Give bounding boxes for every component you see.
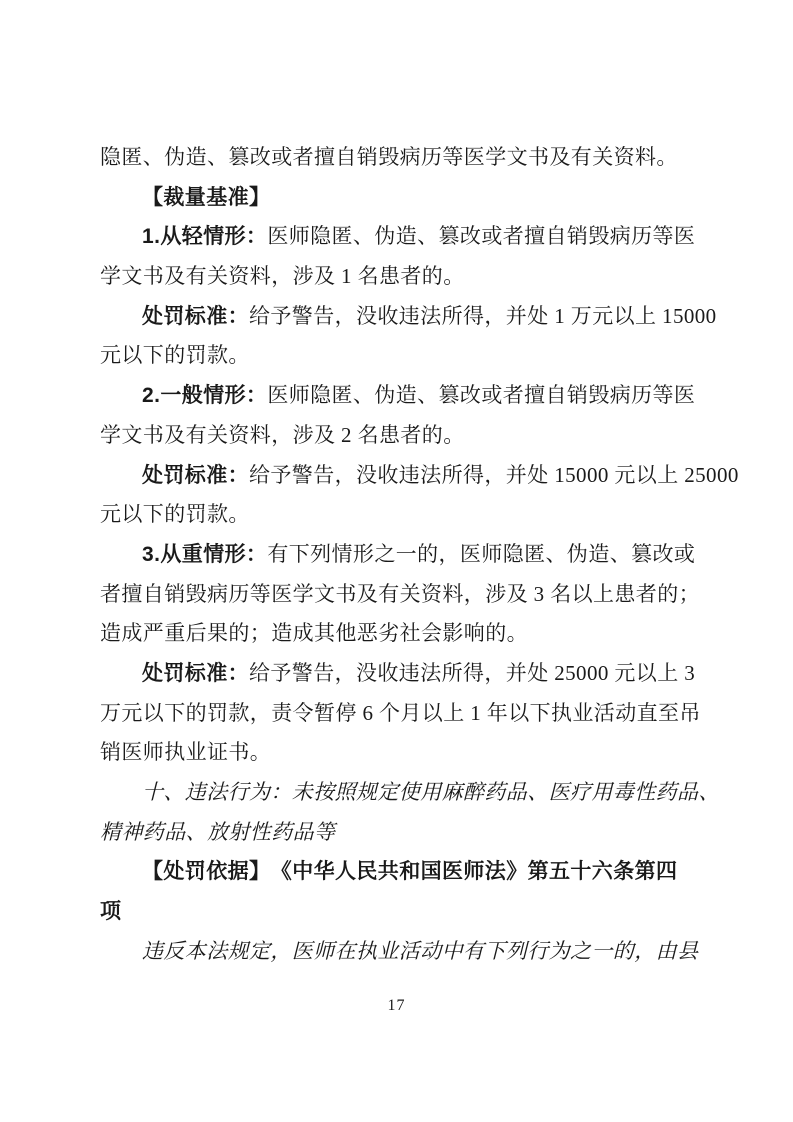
- text-segment: 精神药品、放射性药品等: [100, 819, 336, 844]
- page-number: 17: [387, 997, 406, 1014]
- body-line-carryover: [100, 138, 712, 178]
- heading-text: 【裁量基准】: [142, 185, 271, 209]
- text-segment: 销医师执业证书。: [100, 740, 272, 765]
- text-segment: 十、违法行为：未按照规定使用麻醉药品、医疗用毒性药品、: [142, 780, 720, 804]
- document-body: [100, 138, 739, 971]
- line-aggravated-continuation-2: [100, 614, 712, 654]
- label-general: 2.一般情形：: [142, 384, 268, 408]
- line-illegal-act-ten-continuation: [100, 813, 712, 853]
- text-segment: 违反本法规定，医师在执业活动中有下列行为之一的，由县: [142, 938, 699, 963]
- text-segment: 给予警告，没收违法所得，并处 15000 元以上 25000: [249, 462, 739, 487]
- text-segment: 学文书及有关资料，涉及 2 名患者的。: [100, 422, 465, 447]
- line-general-circumstance: [100, 376, 712, 416]
- text-segment: 医师隐匿、伪造、篡改或者擅自销毁病历等医: [267, 224, 696, 249]
- line-penalty-standard-2: [100, 456, 739, 496]
- heading-penalty-basis-continuation: [100, 892, 712, 932]
- text-segment: 学文书及有关资料，涉及 1 名患者的。: [100, 264, 465, 289]
- heading-penalty-basis: [100, 852, 712, 892]
- line-aggravated-circumstance: [100, 535, 712, 575]
- label-penalty-standard: 处罚标准：: [142, 304, 249, 328]
- text-segment: 元以下的罚款。: [100, 343, 250, 368]
- line-penalty-standard-2-continuation: [100, 495, 712, 535]
- text-segment: 元以下的罚款。: [100, 502, 250, 527]
- line-lenient-continuation: [100, 257, 712, 297]
- text-segment: 医师隐匿、伪造、篡改或者擅自销毁病历等医: [267, 383, 696, 408]
- heading-text: 项: [100, 900, 122, 924]
- line-aggravated-continuation-1: [100, 575, 712, 615]
- label-aggravated: 3.从重情形：: [142, 542, 268, 566]
- text-segment: 隐匿、伪造、篡改或者擅自销毁病历等医学文书及有关资料。: [100, 145, 678, 169]
- text-segment: 造成严重后果的；造成其他恶劣社会影响的。: [100, 621, 528, 646]
- label-penalty-standard: 处罚标准：: [142, 661, 249, 685]
- line-general-continuation: [100, 416, 712, 456]
- text-segment: 给予警告，没收违法所得，并处 1 万元以上 15000: [249, 303, 717, 328]
- line-penalty-standard-1: [100, 297, 717, 337]
- line-penalty-standard-3-continuation-2: [100, 733, 712, 773]
- line-lenient-circumstance: [100, 217, 712, 257]
- text-segment: 者擅自销毁病历等医学文书及有关资料，涉及 3 名以上患者的；: [100, 581, 700, 606]
- line-penalty-standard-3-continuation-1: [100, 694, 712, 734]
- heading-discretion-basis: [100, 178, 712, 218]
- label-lenient: 1.从轻情形：: [142, 225, 268, 249]
- label-penalty-standard: 处罚标准：: [142, 463, 249, 487]
- line-illegal-act-ten: [100, 773, 720, 813]
- line-penalty-standard-1-continuation: [100, 336, 712, 376]
- text-segment: 有下列情形之一的，医师隐匿、伪造、篡改或: [267, 541, 696, 566]
- heading-text: 【处罚依据】 《中华人民共和国医师法》第五十六条第四: [142, 860, 678, 884]
- line-penalty-standard-3: [100, 654, 712, 694]
- text-segment: 万元以下的罚款，责令暂停 6 个月以上 1 年以下执业活动直至吊: [100, 700, 701, 725]
- text-segment: 给予警告，没收违法所得，并处 25000 元以上 3: [249, 660, 696, 685]
- line-law-citation: [100, 932, 712, 972]
